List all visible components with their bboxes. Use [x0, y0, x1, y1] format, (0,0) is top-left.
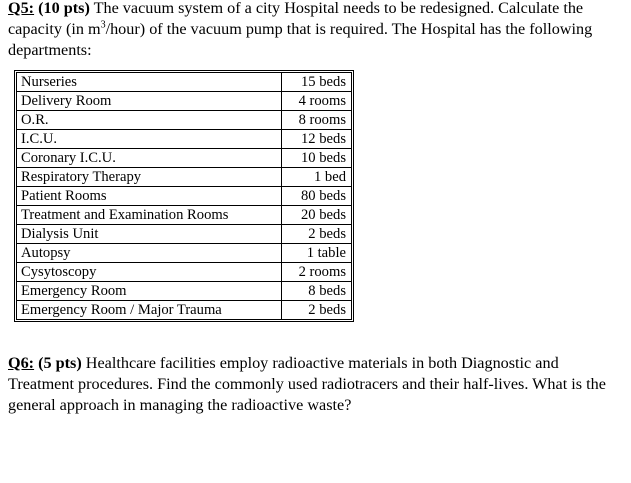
department-name: O.R. [17, 111, 282, 130]
department-quantity: 2 beds [282, 225, 352, 244]
table-row [17, 149, 352, 168]
question-5-points: (10 pts) [38, 0, 90, 17]
department-name: Coronary I.C.U. [17, 149, 282, 168]
question-5-text-part1: The vacuum system of a city Hospital needs to be redesigned. Calculate the capacity (in m [8, 0, 584, 38]
department-name: Respiratory Therapy [17, 168, 282, 187]
table-row [17, 187, 352, 206]
question-5 [8, 0, 630, 61]
department-name: Treatment and Examination Rooms [17, 206, 282, 225]
table-row [17, 92, 352, 111]
question-6-number: Q6: [8, 354, 35, 372]
department-quantity: 12 beds [282, 130, 352, 149]
department-name: Dialysis Unit [17, 225, 282, 244]
department-name: Delivery Room [17, 92, 282, 111]
department-name: Cysytoscopy [17, 263, 282, 282]
question-5-text-part2: /hour) of the vacuum pump that is required. The Hospital has the following departments: [8, 20, 593, 59]
question-6 [8, 353, 628, 416]
table-row [17, 263, 352, 282]
department-name: Nurseries [17, 73, 282, 92]
department-quantity: 8 rooms [282, 111, 352, 130]
department-quantity: 80 beds [282, 187, 352, 206]
question-6-text: Healthcare facilities employ radioactive materials in both Diagnostic and Treatment procedures. Find the commonly used radiotracers and their half-lives. What is the general approach in managing the radioactive waste? [8, 354, 606, 414]
table-row [17, 130, 352, 149]
departments-table-body [17, 73, 352, 320]
department-name: Patient Rooms [17, 187, 282, 206]
question-5-number: Q5: [8, 0, 35, 17]
table-row [17, 225, 352, 244]
department-quantity: 2 rooms [282, 263, 352, 282]
department-name: Emergency Room [17, 282, 282, 301]
department-quantity: 1 bed [282, 168, 352, 187]
table-row [17, 111, 352, 130]
department-quantity: 1 table [282, 244, 352, 263]
department-quantity: 4 rooms [282, 92, 352, 111]
department-quantity: 8 beds [282, 282, 352, 301]
department-quantity: 20 beds [282, 206, 352, 225]
department-name: Emergency Room / Major Trauma [17, 301, 282, 320]
departments-table [16, 72, 352, 320]
table-row [17, 73, 352, 92]
table-row [17, 168, 352, 187]
department-quantity: 15 beds [282, 73, 352, 92]
table-row [17, 301, 352, 320]
question-5-superscript: 3 [100, 19, 106, 31]
department-name: I.C.U. [17, 130, 282, 149]
question-6-points: (5 pts) [38, 354, 82, 372]
table-row [17, 244, 352, 263]
department-quantity: 2 beds [282, 301, 352, 320]
table-row [17, 206, 352, 225]
table-row [17, 282, 352, 301]
department-name: Autopsy [17, 244, 282, 263]
department-quantity: 10 beds [282, 149, 352, 168]
